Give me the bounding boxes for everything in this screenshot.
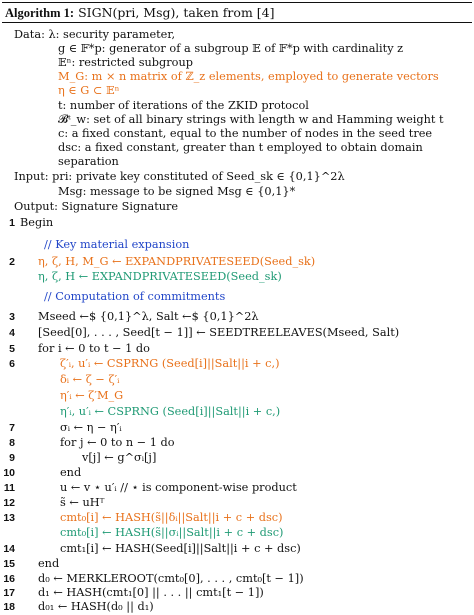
line-text: ζ′ᵢ, u′ᵢ ← CSPRNG (Seed[i]||Salt||i + c,): [60, 357, 280, 370]
line-text: η′ᵢ ← ζ′M_G: [60, 389, 124, 402]
line-number: 5: [9, 343, 15, 355]
line-text: η′ᵢ, u′ᵢ ← CSPRNG (Seed[i]||Salt||i + c,): [60, 405, 281, 418]
line-text: // Key material expansion: [44, 238, 190, 251]
line-text: M_G: m × n matrix of ℤ_z elements, employed to generate vectors: [58, 70, 439, 83]
line-text: 𝓑ᵗ_w: set of all binary strings with length w and Hamming weight t: [58, 113, 444, 126]
line-text: cmt₁[i] ← HASH(Seed[i]||Salt||i + c + dsc): [60, 542, 301, 555]
line-number: 12: [3, 497, 15, 509]
line-text: t: number of iterations of the ZKID protocol: [58, 99, 309, 112]
line-text: d₀ ← MERKLEROOT(cmt₀[0], . . . , cmt₀[t − 1]): [38, 572, 304, 585]
line-number: 9: [9, 452, 15, 464]
line-text: η ∈ G ⊂ 𝔼ⁿ: [58, 84, 120, 97]
line-text: d₀₁ ← HASH(d₀ || d₁): [38, 600, 154, 613]
caption-title: SIGN(pri, Msg), taken from [4]: [78, 5, 275, 20]
line-text: c: a fixed constant, equal to the number of nodes in the seed tree: [58, 127, 433, 140]
line-text: d₁ ← HASH(cmt₁[0] || . . . || cmt₁[t − 1]): [38, 586, 264, 599]
top-rule: [2, 2, 472, 3]
line-text: dsc: a fixed constant, greater than t employed to obtain domain: [58, 141, 423, 154]
line-number: 16: [3, 573, 15, 585]
line-text: Mseed ←$ {0,1}^λ, Salt ←$ {0,1}^2λ: [38, 310, 259, 323]
algorithm-caption: [5, 5, 274, 21]
line-number: 14: [3, 543, 15, 555]
line-number: 2: [9, 256, 15, 268]
line-number: 8: [9, 437, 15, 449]
line-number: 4: [9, 327, 15, 339]
line-text: g ∈ 𝔽*p: generator of a subgroup 𝔼 of 𝔽*p with cardinality z: [58, 42, 404, 55]
line-text: 𝔼ⁿ: restricted subgroup: [58, 56, 193, 69]
line-text: // Computation of commitments: [44, 290, 226, 303]
line-text: σᵢ ← η − η′ᵢ: [60, 421, 122, 434]
line-text: η, ζ, H, M_G ← EXPANDPRIVATESEED(Seed_sk): [38, 255, 316, 268]
line-number: 7: [9, 422, 15, 434]
line-number: 15: [3, 558, 15, 570]
line-text: s̃ ← uHᵀ: [60, 496, 105, 509]
line-text: cmt₀[i] ← HASH(s̃||σᵢ||Salt||i + c + dsc): [60, 526, 284, 539]
line-number: 3: [9, 311, 15, 323]
line-number: 10: [3, 467, 15, 479]
line-text: v[j] ← g^σᵢ[j]: [82, 451, 157, 464]
line-number: 6: [9, 358, 15, 370]
caption-rule: [2, 22, 472, 23]
line-text: end: [38, 557, 60, 570]
caption-label: Algorithm 1:: [5, 6, 75, 20]
line-number: 1: [9, 217, 15, 229]
line-text: δᵢ ← ζ − ζ′ᵢ: [60, 373, 120, 386]
line-number: 11: [3, 482, 15, 494]
line-text: Msg: message to be signed Msg ∈ {0,1}*: [58, 185, 296, 198]
line-text: for j ← 0 to n − 1 do: [60, 436, 175, 449]
line-number: 17: [3, 587, 15, 599]
line-text: separation: [58, 155, 119, 168]
line-text: Begin: [20, 216, 54, 229]
line-text: η, ζ, H ← EXPANDPRIVATESEED(Seed_sk): [38, 270, 282, 283]
line-text: cmt₀[i] ← HASH(s̃||δᵢ||Salt||i + c + dsc): [60, 511, 283, 524]
line-text: u ← v ⋆ u′ᵢ // ⋆ is component-wise product: [60, 481, 297, 494]
line-number: 13: [3, 512, 15, 524]
line-text: for i ← 0 to t − 1 do: [38, 342, 150, 355]
line-text: [Seed[0], . . . , Seed[t − 1]] ← SEEDTREELEAVES(Mseed, Salt): [38, 326, 400, 339]
line-text: end: [60, 466, 82, 479]
line-text: Data: λ: security parameter,: [14, 28, 176, 41]
line-number: 18: [3, 601, 15, 613]
line-text: Input: pri: private key constituted of Seed_sk ∈ {0,1}^2λ: [14, 170, 345, 183]
line-text: Output: Signature Signature: [14, 200, 179, 213]
